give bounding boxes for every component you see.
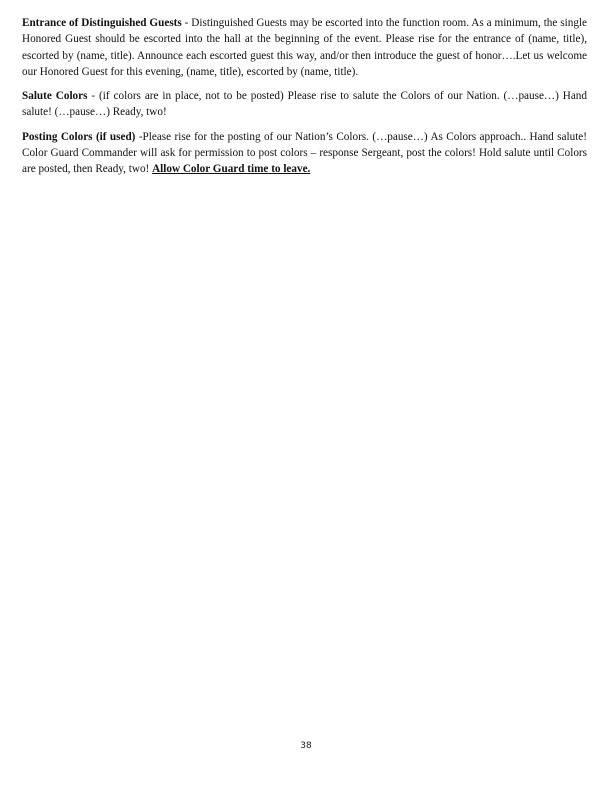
paragraph-text: -Please rise for the posting of our Nation’s Colors. (…pause…) As Colors approach.. Hand salute! Color Guard Commander will ask for permission to post colors – response Sergeant, post the colors! Hold salute until Colors are posted, then Ready, two!: [22, 130, 587, 176]
document-body: [22, 15, 587, 186]
paragraph-emphasis: Allow Color Guard time to leave.: [152, 163, 311, 176]
paragraph-entrance-of-guests: [22, 15, 587, 80]
page-number: 38: [300, 741, 312, 751]
paragraph-text: - Distinguished Guests may be escorted into the function room. As a minimum, the single Honored Guest should be escorted into the hall at the beginning of the event. Please rise for the entrance of (name, title), escorted by (name, title). Announce each escorted guest this way, and/or then introduce the guest of honor….Let us welcome our Honored Guest for this evening, (name, title), escorted by (name, title).: [22, 17, 587, 78]
paragraph-posting-colors: [22, 129, 587, 178]
paragraph-heading: Entrance of Distinguished Guests: [22, 17, 182, 29]
paragraph-text: - (if colors are in place, not to be posted) Please rise to salute the Colors of our Nation. (…pause…) Hand salute! (…pause…) Ready, two!: [22, 90, 587, 119]
paragraph-heading: Salute Colors: [22, 90, 88, 103]
paragraph-salute-colors: [22, 88, 587, 121]
paragraph-heading: Posting Colors (if used): [22, 130, 136, 143]
